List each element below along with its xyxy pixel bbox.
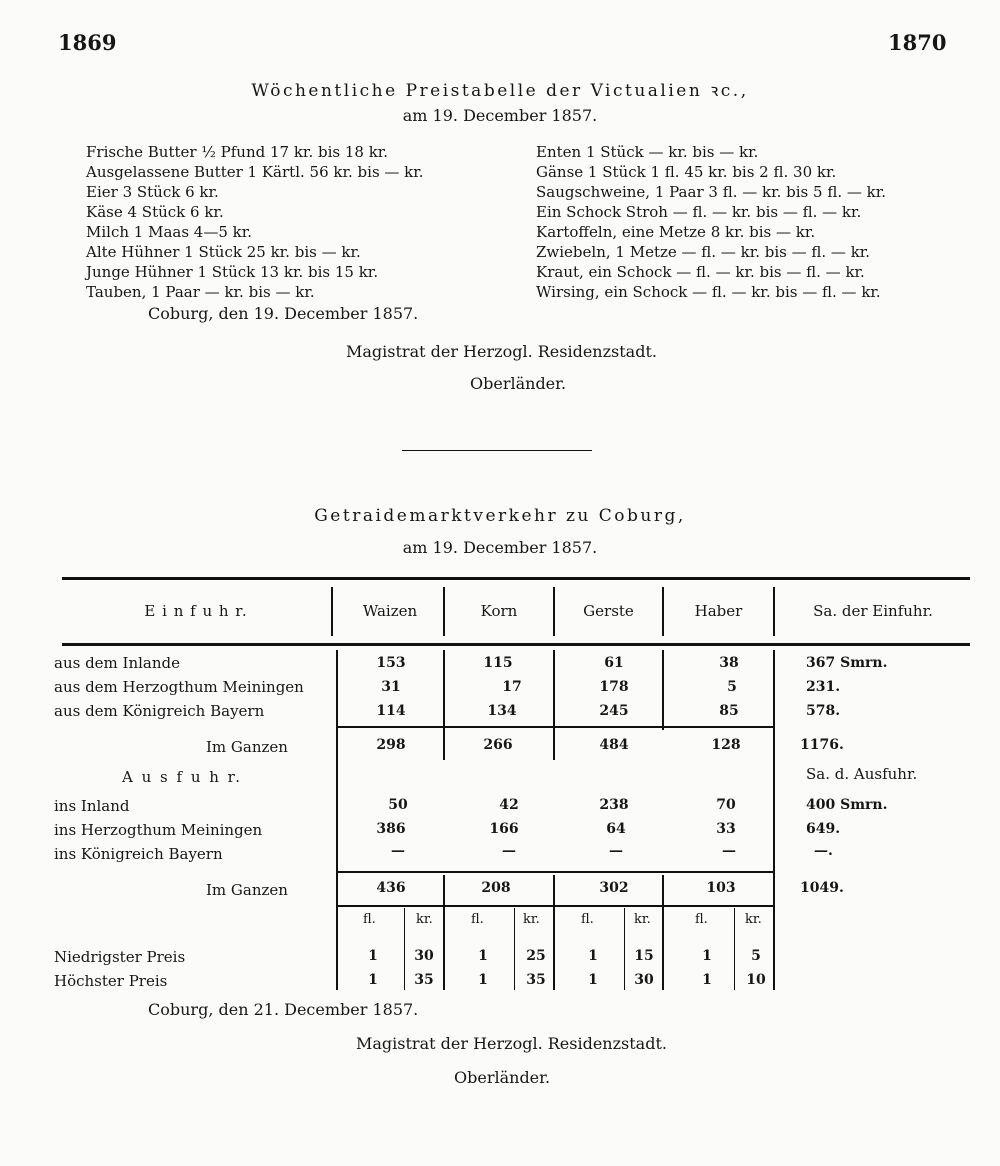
price-item: Enten 1 Stück — kr. bis — kr. bbox=[536, 143, 759, 161]
price-item: Ausgelassene Butter 1 Kärtl. 56 kr. bis — kr. bbox=[86, 163, 424, 181]
import-sum-label: Im Ganzen bbox=[206, 738, 288, 756]
column-rule bbox=[443, 875, 445, 990]
price-cell: 15 bbox=[634, 948, 654, 964]
price-table-date: am 19. December 1857. bbox=[402, 106, 598, 125]
price-item: Gänse 1 Stück 1 fl. 45 kr. bis 2 fl. 30 kr. bbox=[536, 163, 837, 181]
page-number-left: 1869 bbox=[58, 30, 117, 55]
column-rule bbox=[336, 650, 338, 990]
column-rule bbox=[662, 650, 664, 730]
cell-total: 1049. bbox=[800, 880, 844, 896]
price-item: Kraut, ein Schock — fl. — kr. bis — fl. — kr. bbox=[536, 263, 865, 281]
highest-price-label: Höchster Preis bbox=[54, 972, 168, 990]
column-rule bbox=[404, 908, 405, 990]
column-rule bbox=[443, 730, 445, 760]
cell-haber: 85 bbox=[719, 703, 739, 719]
cell-total: 367 Smrn. bbox=[806, 655, 888, 671]
cell-total: 578. bbox=[806, 703, 841, 719]
cell-waizen: 436 bbox=[376, 880, 406, 896]
row-label: aus dem Inlande bbox=[54, 654, 181, 672]
price-cell: 1 bbox=[368, 972, 378, 988]
column-rule bbox=[773, 587, 775, 636]
cell-waizen: 50 bbox=[388, 797, 408, 813]
cell-total: 400 Smrn. bbox=[806, 797, 888, 813]
column-rule bbox=[553, 650, 555, 730]
price-item: Milch 1 Maas 4—5 kr. bbox=[86, 223, 253, 241]
lowest-price-label: Niedrigster Preis bbox=[54, 948, 186, 966]
cell-gerste: 302 bbox=[599, 880, 629, 896]
cell-total: 1176. bbox=[800, 737, 844, 753]
price-cell: 1 bbox=[702, 972, 712, 988]
cell-total: 649. bbox=[806, 821, 841, 837]
column-rule bbox=[514, 908, 515, 990]
table-subtotal-rule bbox=[338, 726, 774, 728]
cell-korn: — bbox=[502, 843, 516, 859]
cell-korn: 115 bbox=[483, 655, 513, 671]
price-cell: 1 bbox=[588, 972, 598, 988]
price-item: Frische Butter ½ Pfund 17 kr. bis 18 kr. bbox=[86, 143, 389, 161]
table-top-rule bbox=[62, 577, 970, 580]
price-list-right bbox=[536, 142, 886, 302]
cell-waizen: 153 bbox=[376, 655, 406, 671]
cell-gerste: 61 bbox=[604, 655, 624, 671]
price-item: Eier 3 Stück 6 kr. bbox=[86, 183, 219, 201]
unit-kr: kr. bbox=[634, 912, 651, 927]
cell-korn: 266 bbox=[483, 737, 513, 753]
cell-gerste: 484 bbox=[599, 737, 629, 753]
cell-total: —. bbox=[814, 843, 833, 859]
cell-total: 231. bbox=[806, 679, 841, 695]
header-einfuhr: E i n f u h r. bbox=[144, 602, 248, 620]
export-total-heading: Sa. d. Ausfuhr. bbox=[806, 765, 918, 783]
row-label: ins Königreich Bayern bbox=[54, 845, 223, 863]
cell-haber: 128 bbox=[711, 737, 741, 753]
price-cell: 30 bbox=[634, 972, 654, 988]
header-waizen: Waizen bbox=[362, 602, 418, 620]
header-haber: Haber bbox=[694, 602, 743, 620]
grain-market-signature: Oberländer. bbox=[454, 1068, 551, 1087]
header-korn: Korn bbox=[480, 602, 518, 620]
cell-haber: 70 bbox=[716, 797, 736, 813]
unit-kr: kr. bbox=[416, 912, 433, 927]
price-cell: 1 bbox=[588, 948, 598, 964]
price-item: Junge Hühner 1 Stück 13 kr. bis 15 kr. bbox=[86, 263, 379, 281]
price-table-title: Wöchentliche Preistabelle der Victualien ꝛc., bbox=[251, 81, 749, 101]
price-cell: 30 bbox=[414, 948, 434, 964]
unit-kr: kr. bbox=[523, 912, 540, 927]
column-rule bbox=[662, 875, 664, 990]
column-rule bbox=[624, 908, 625, 990]
price-cell: 25 bbox=[526, 948, 546, 964]
unit-fl: fl. bbox=[581, 912, 594, 927]
cell-waizen: 114 bbox=[376, 703, 406, 719]
page-number-right: 1870 bbox=[888, 30, 947, 55]
price-item: Alte Hühner 1 Stück 25 kr. bis — kr. bbox=[86, 243, 361, 261]
cell-gerste: 245 bbox=[599, 703, 629, 719]
cell-waizen: 386 bbox=[376, 821, 406, 837]
cell-korn: 42 bbox=[499, 797, 519, 813]
cell-haber: 5 bbox=[727, 679, 737, 695]
table-header-rule bbox=[62, 643, 970, 646]
unit-kr: kr. bbox=[745, 912, 762, 927]
header-gerste: Gerste bbox=[583, 602, 634, 620]
price-item: Ein Schock Stroh — fl. — kr. bis — fl. — kr. bbox=[536, 203, 862, 221]
table-subtotal-rule bbox=[338, 871, 774, 873]
price-item: Tauben, 1 Paar — kr. bis — kr. bbox=[86, 283, 315, 301]
table-subtotal-rule bbox=[338, 905, 774, 907]
header-sum-import: Sa. der Einfuhr. bbox=[813, 602, 933, 620]
price-cell: 35 bbox=[414, 972, 434, 988]
price-list-left bbox=[86, 142, 424, 302]
price-item: Wirsing, ein Schock — fl. — kr. bis — fl. — kr. bbox=[536, 283, 881, 301]
row-label: ins Inland bbox=[54, 797, 130, 815]
price-item: Kartoffeln, eine Metze 8 kr. bis — kr. bbox=[536, 223, 816, 241]
cell-haber: 103 bbox=[706, 880, 736, 896]
column-rule bbox=[331, 587, 333, 636]
row-label: ins Herzogthum Meiningen bbox=[54, 821, 263, 839]
row-label: aus dem Königreich Bayern bbox=[54, 702, 265, 720]
cell-waizen: 31 bbox=[381, 679, 401, 695]
cell-haber: 33 bbox=[716, 821, 736, 837]
column-rule bbox=[773, 650, 775, 990]
column-rule bbox=[553, 587, 555, 636]
cell-korn: 208 bbox=[481, 880, 511, 896]
price-cell: 1 bbox=[702, 948, 712, 964]
section-divider bbox=[402, 450, 592, 451]
price-cell: 1 bbox=[368, 948, 378, 964]
unit-fl: fl. bbox=[471, 912, 484, 927]
price-item: Saugschweine, 1 Paar 3 fl. — kr. bis 5 fl. — kr. bbox=[536, 183, 887, 201]
column-rule bbox=[662, 587, 664, 636]
cell-haber: — bbox=[722, 843, 736, 859]
row-label: aus dem Herzogthum Meiningen bbox=[54, 678, 304, 696]
cell-waizen: — bbox=[391, 843, 405, 859]
grain-market-title: Getraidemarktverkehr zu Coburg, bbox=[314, 506, 686, 526]
cell-waizen: 298 bbox=[376, 737, 406, 753]
cell-haber: 38 bbox=[719, 655, 739, 671]
grain-market-authority: Magistrat der Herzogl. Residenzstadt. bbox=[356, 1034, 667, 1053]
grain-market-date: am 19. December 1857. bbox=[402, 538, 598, 557]
price-table-authority: Magistrat der Herzogl. Residenzstadt. bbox=[346, 342, 657, 361]
price-table-place-date: Coburg, den 19. December 1857. bbox=[148, 304, 419, 323]
price-cell: 1 bbox=[478, 972, 488, 988]
price-cell: 35 bbox=[526, 972, 546, 988]
price-cell: 5 bbox=[751, 948, 761, 964]
cell-gerste: 238 bbox=[599, 797, 629, 813]
grain-market-place-date: Coburg, den 21. December 1857. bbox=[148, 1000, 419, 1019]
unit-fl: fl. bbox=[695, 912, 708, 927]
cell-gerste: 64 bbox=[606, 821, 626, 837]
export-heading: A u s f u h r. bbox=[122, 768, 242, 786]
column-rule bbox=[734, 908, 735, 990]
cell-gerste: 178 bbox=[599, 679, 629, 695]
cell-korn: 166 bbox=[489, 821, 519, 837]
column-rule bbox=[443, 587, 445, 636]
price-table-signature: Oberländer. bbox=[470, 374, 567, 393]
price-item: Zwiebeln, 1 Metze — fl. — kr. bis — fl. — kr. bbox=[536, 243, 871, 261]
column-rule bbox=[553, 875, 555, 990]
price-cell: 1 bbox=[478, 948, 488, 964]
unit-fl: fl. bbox=[363, 912, 376, 927]
column-rule bbox=[553, 730, 555, 760]
export-sum-label: Im Ganzen bbox=[206, 881, 288, 899]
price-item: Käse 4 Stück 6 kr. bbox=[86, 203, 224, 221]
cell-korn: 134 bbox=[487, 703, 517, 719]
column-rule bbox=[443, 650, 445, 730]
cell-gerste: — bbox=[609, 843, 623, 859]
cell-korn: 17 bbox=[502, 679, 522, 695]
price-cell: 10 bbox=[746, 972, 766, 988]
